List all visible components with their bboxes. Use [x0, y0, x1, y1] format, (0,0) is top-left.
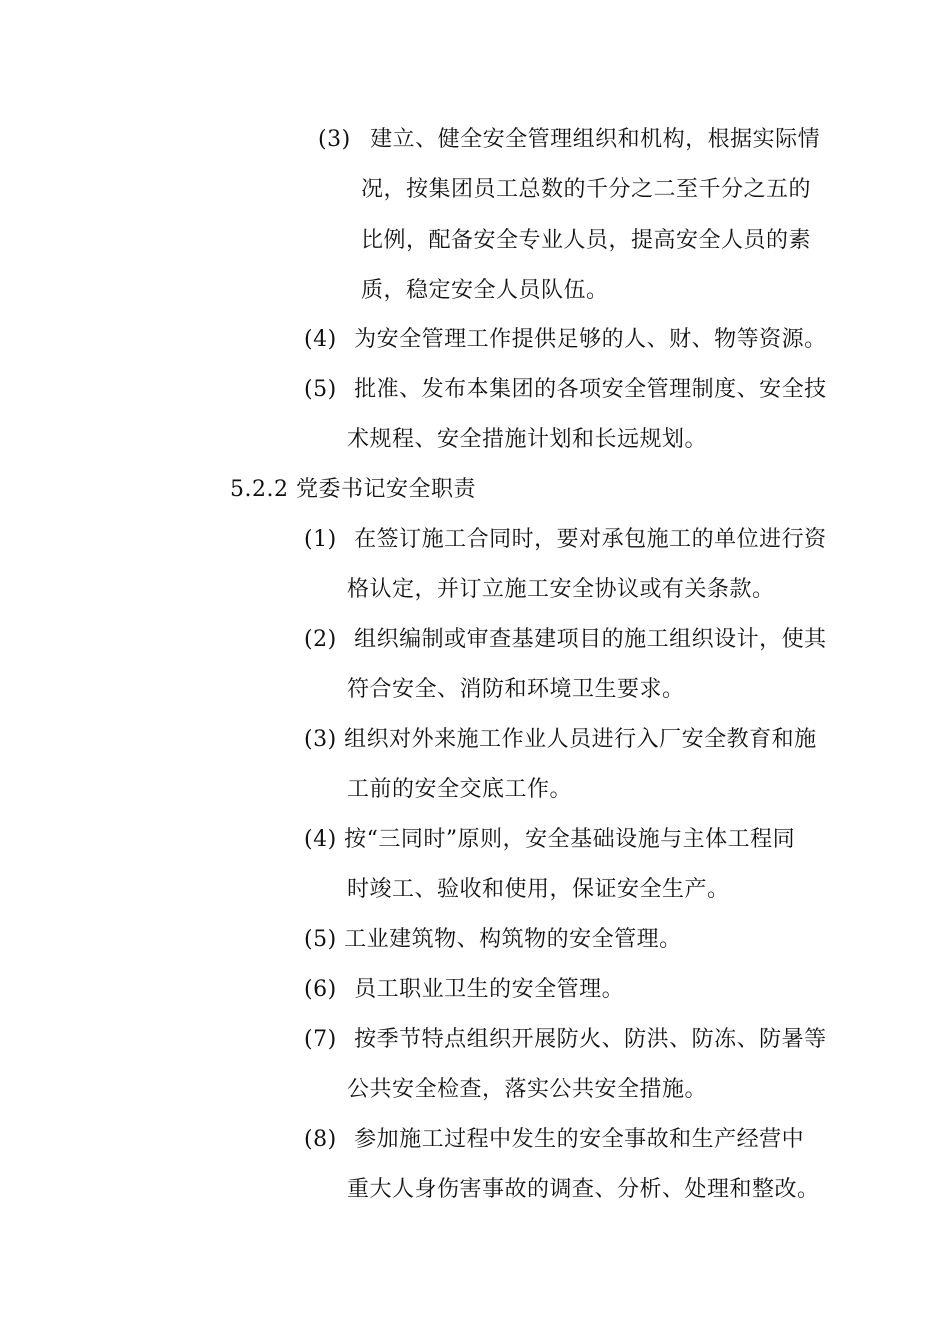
item-number: (2)	[304, 627, 337, 652]
item-text: 组织编制或审查基建项目的施工组织设计，使其	[354, 627, 827, 652]
item-text-continued: 公共安全检查，落实公共安全措施。	[347, 1077, 708, 1102]
item-text-continued: 况，按集团员工总数的千分之二至千分之五的	[361, 177, 812, 202]
item-number: (4)	[304, 827, 337, 852]
section-heading: 5.2.2 党委书记安全职责	[230, 477, 476, 502]
item-text: 参加施工过程中发生的安全事故和生产经营中	[354, 1127, 805, 1152]
item-text-continued: 术规程、安全措施计划和长远规划。	[347, 427, 708, 452]
item-text: 建立、健全安全管理组织和机构，根据实际情	[370, 127, 821, 152]
item-text: 批准、发布本集团的各项安全管理制度、安全技	[354, 377, 827, 402]
item-number: (5)	[304, 377, 337, 402]
item-number: (5)	[304, 927, 337, 952]
item-text: 工业建筑物、构筑物的安全管理。	[344, 927, 682, 952]
item-text-continued: 格认定，并订立施工安全协议或有关条款。	[347, 577, 775, 602]
item-number: (8)	[304, 1127, 337, 1152]
item-number: (3)	[318, 127, 351, 152]
item-text-continued: 工前的安全交底工作。	[347, 777, 573, 802]
item-text-continued: 质，稳定安全人员队伍。	[361, 278, 609, 303]
item-text: 按季节特点组织开展防火、防洪、防冻、防暑等	[354, 1027, 827, 1052]
item-number: (7)	[304, 1027, 337, 1052]
item-text: 在签订施工合同时，要对承包施工的单位进行资	[354, 527, 827, 552]
item-text: 为安全管理工作提供足够的人、财、物等资源。	[354, 327, 827, 352]
item-number: (1)	[304, 527, 337, 552]
item-text-continued: 符合安全、消防和环境卫生要求。	[347, 677, 685, 702]
item-text-continued: 比例，配备安全专业人员，提高安全人员的素	[361, 228, 812, 253]
item-number: (6)	[304, 977, 337, 1002]
item-text: 员工职业卫生的安全管理。	[354, 977, 625, 1002]
item-text-continued: 时竣工、验收和使用，保证安全生产。	[347, 877, 730, 902]
item-number: (4)	[304, 327, 337, 352]
item-text-continued: 重大人身伤害事故的调查、分析、处理和整改。	[347, 1177, 820, 1202]
item-number: (3)	[304, 727, 337, 752]
item-text: 组织对外来施工作业人员进行入厂安全教育和施	[344, 727, 817, 752]
item-text: 按“三同时”原则，安全基础设施与主体工程同	[344, 827, 796, 852]
